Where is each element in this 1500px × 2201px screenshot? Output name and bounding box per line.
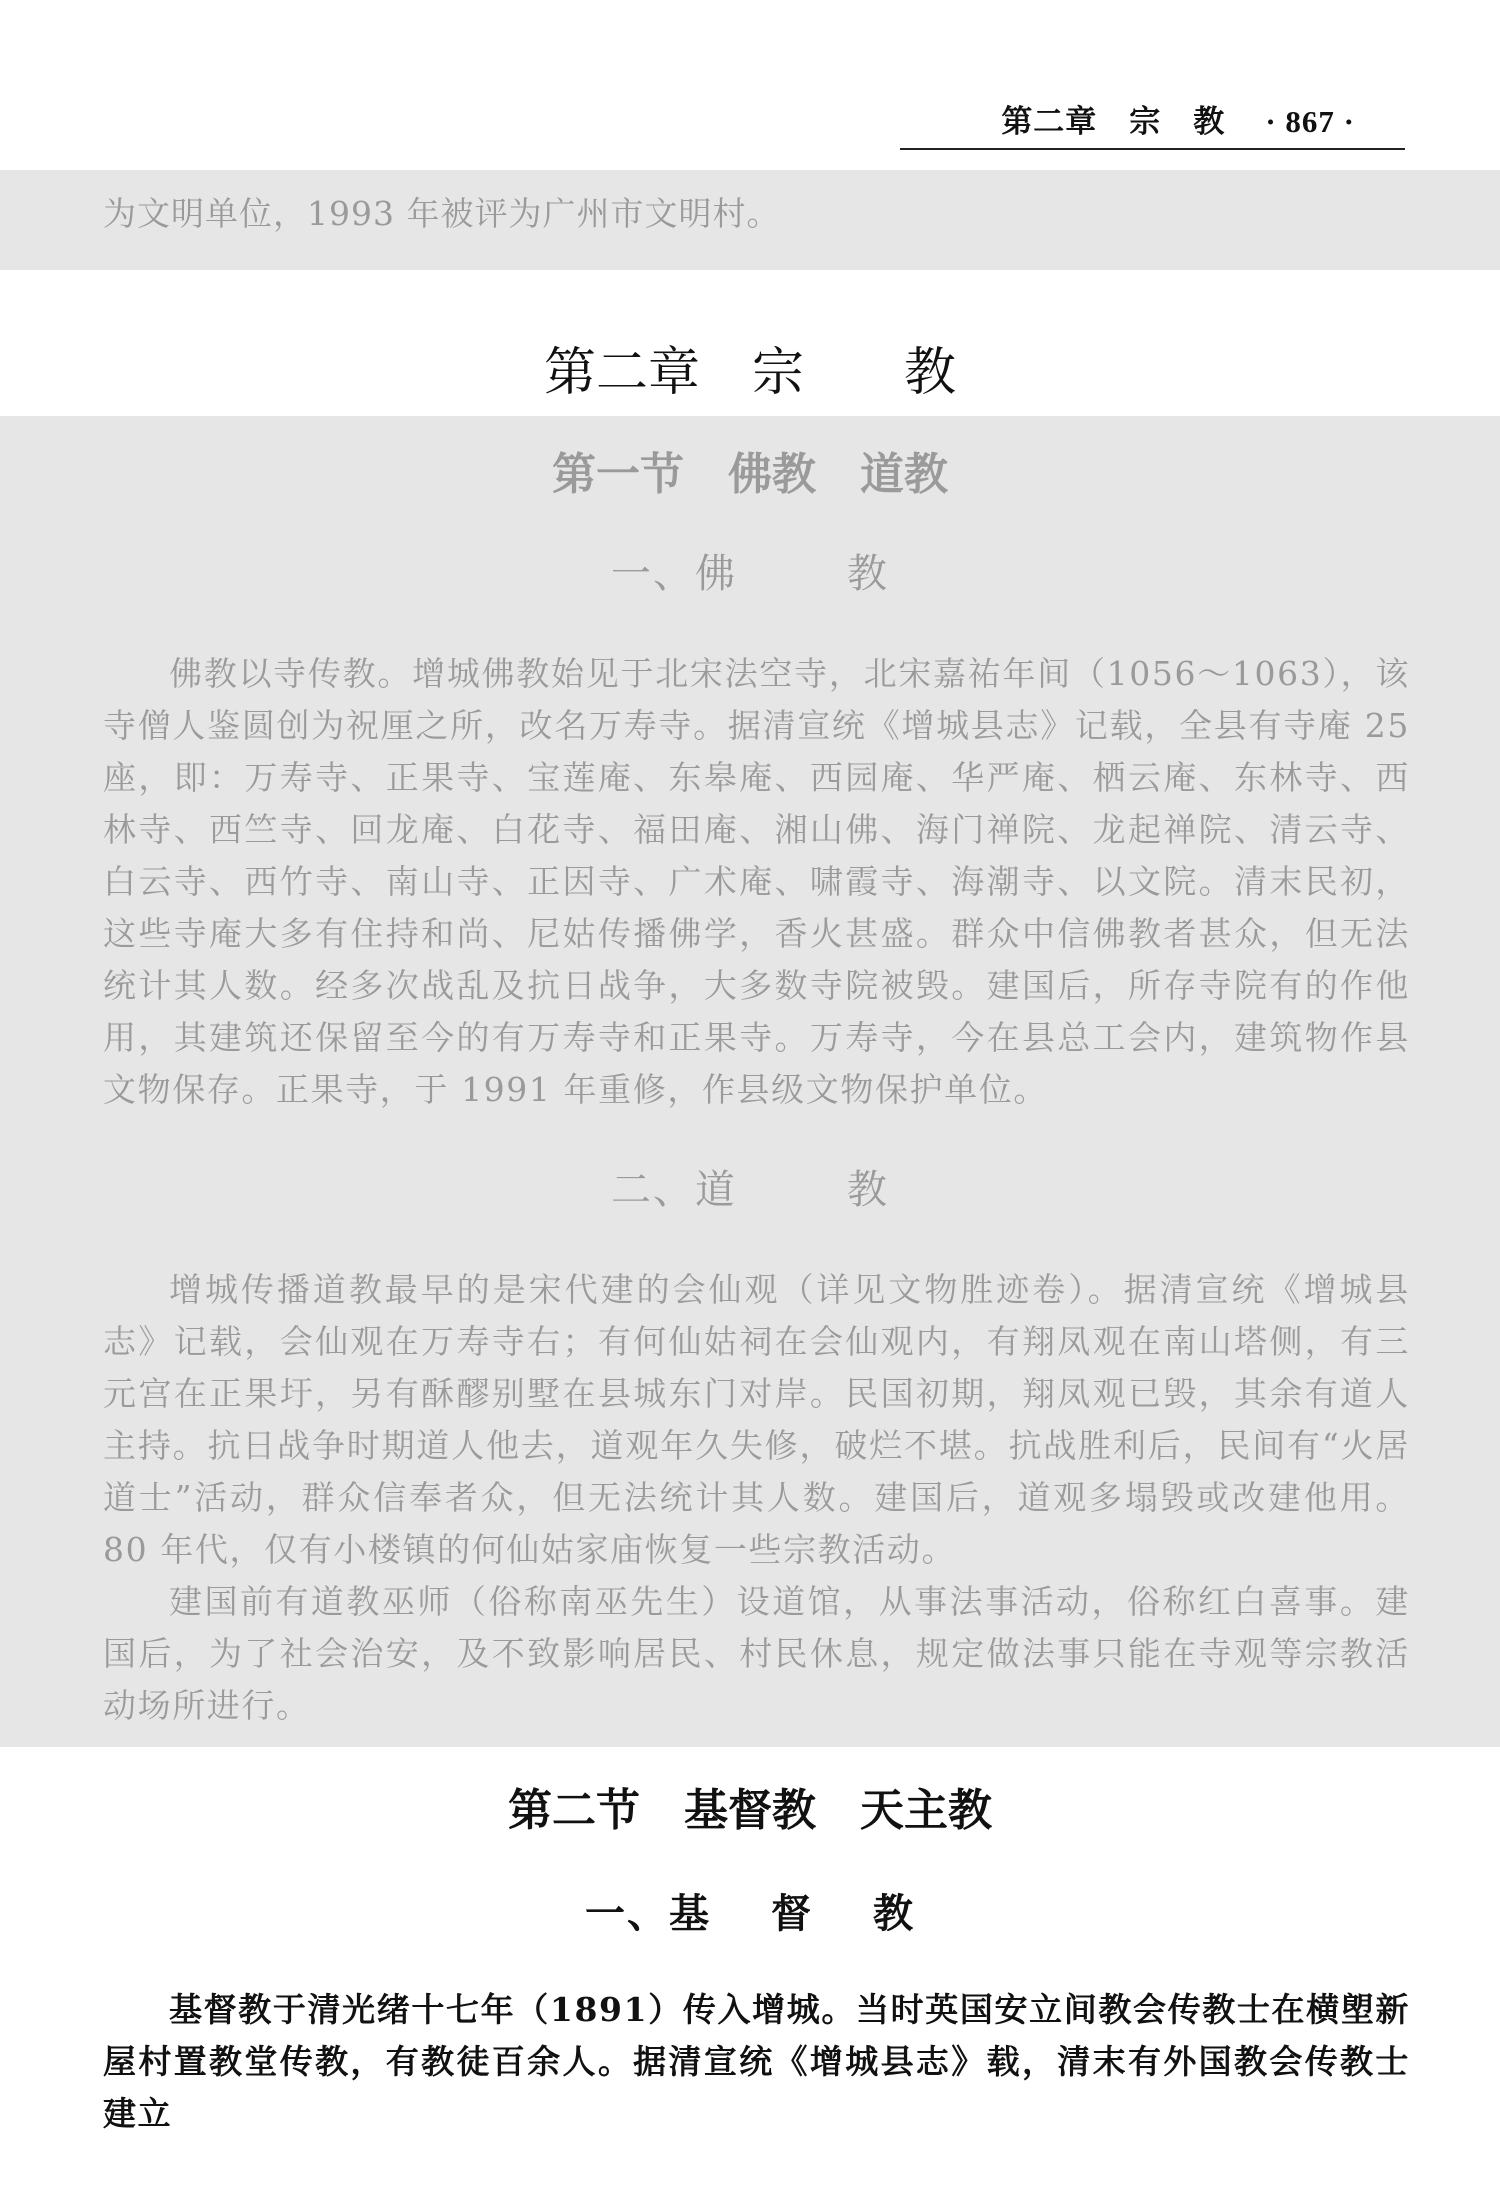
subsection-taoism-title — [0, 1158, 1500, 1215]
subsection-buddhism-part2: 教 — [847, 551, 889, 597]
subsection-buddhism-part1: 一、佛 — [611, 551, 737, 597]
subsection-taoism-part2: 教 — [847, 1167, 889, 1213]
subsection-christianity-part3: 教 — [873, 1891, 915, 1937]
subsection-christianity-title — [0, 1882, 1500, 1939]
carryover-text: 为文明单位，1993 年被评为广州市文明村。 — [103, 194, 781, 233]
chapter-title-part1: 第二章 宗 — [543, 343, 804, 403]
paragraph-taoist-priests: 建国前有道教巫师（俗称南巫先生）设道馆，从事法事活动，俗称红白喜事。建国后，为了社会治安，及不致影响居民、村民休息，规定做法事只能在寺观等宗教活动场所进行。 — [103, 1582, 1410, 1725]
carryover-band — [0, 170, 1500, 270]
paragraph-taoism: 增城传播道教最早的是宋代建的会仙观（详见文物胜迹卷）。据清宣统《增城县志》记载，会仙观在万寿寺右；有何仙姑祠在会仙观内，有翔凤观在南山塔侧，有三元宫在正果圩，另有酥醪别墅在县城东门对岸。民国初期，翔凤观已毁，其余有道人主持。抗日战争时期道人他去，道观年久失修，破烂不堪。抗战胜利后，民间有“火居道士”活动，群众信奉者众，但无法统计其人数。建国后，道观多塌毁或改建他用。80 年代，仅有小楼镇的何仙姑家庙恢复一些宗教活动。 — [103, 1270, 1410, 1569]
paragraph-buddhism: 佛教以寺传教。增城佛教始见于北宋法空寺，北宋嘉祐年间（1056～1063），该寺僧人鉴圆创为祝厘之所，改名万寿寺。据清宣统《增城县志》记载，全县有寺庵 25 座，即：万寿寺、正果寺、宝莲庵、东皋庵、西园庵、华严庵、栖云庵、东林寺、西林寺、西竺寺、回龙庵、白花寺、福田庵、湘山佛、海门禅院、龙起禅院、清云寺、白云寺、西竹寺、南山寺、正因寺、广术庵、啸霞寺、海潮寺、以文院。清末民初，这些寺庵大多有住持和尚、尼姑传播佛学，香火甚盛。群众中信佛教者甚众，但无法统计其人数。经多次战乱及抗日战争，大多数寺院被毁。建国后，所存寺院有的作他用，其建筑还保留至今的有万寿寺和正果寺。万寿寺，今在县总工会内，建筑物作县文物保存。正果寺，于 1991 年重修，作县级文物保护单位。 — [103, 654, 1410, 1109]
subsection-christianity-part2: 督 — [771, 1891, 813, 1937]
header-chapter-label: 第二章 宗 教 — [1001, 104, 1226, 140]
section-one-band — [0, 416, 1500, 1747]
running-header — [900, 92, 1405, 150]
page-number: · 867 · — [1265, 104, 1355, 139]
subsection-christianity-part1: 一、基 — [585, 1891, 711, 1937]
chapter-title — [0, 330, 1500, 405]
subsection-buddhism-title — [0, 542, 1500, 599]
paragraph-christianity: 基督教于清光绪十七年（1891）传入增城。当时英国安立间教会传教士在横塱新屋村置教堂传教，有教徒百余人。据清宣统《增城县志》载，清末有外国教会传教士建立 — [103, 1990, 1410, 2133]
section-two-title: 第二节 基督教 天主教 — [508, 1785, 992, 1836]
chapter-title-part2: 教 — [904, 343, 957, 403]
section-one-title: 第一节 佛教 道教 — [552, 449, 948, 500]
subsection-taoism-part1: 二、道 — [611, 1167, 737, 1213]
